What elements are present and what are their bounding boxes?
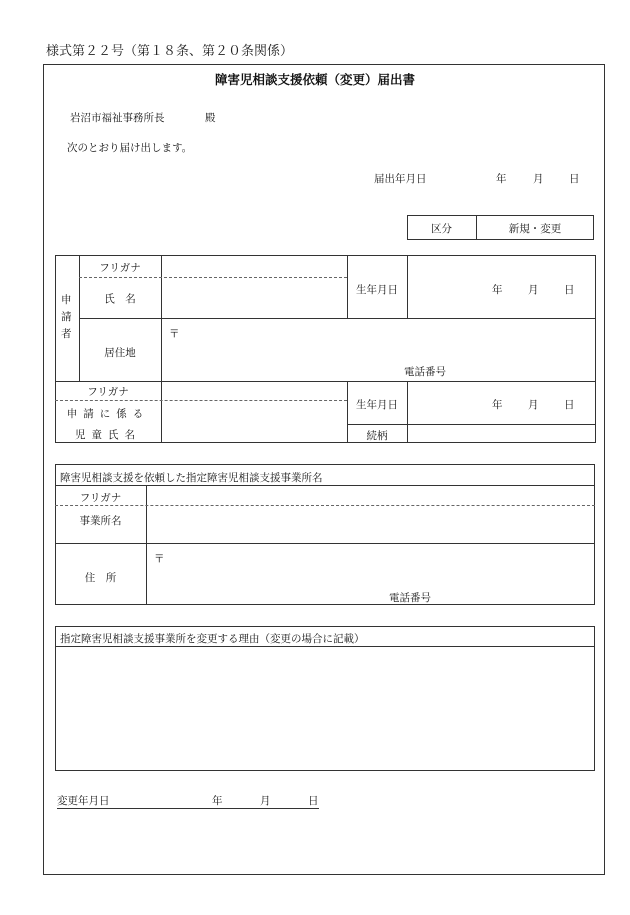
birth-col-line-4	[407, 381, 408, 443]
office-name-row-bottom	[55, 543, 595, 544]
office-furigana-divider	[55, 505, 595, 506]
classification-label: 区分	[431, 223, 452, 235]
honorific: 殿	[205, 112, 216, 124]
notification-month[interactable]: 月	[533, 173, 544, 185]
reason-text-area[interactable]	[56, 647, 594, 770]
child-birth-year[interactable]: 年	[492, 399, 503, 411]
child-birth-month[interactable]: 月	[528, 399, 539, 411]
office-header: 障害児相談支援を依頼した指定障害児相談支援事業所名	[60, 472, 323, 484]
applicant-name-label: 氏 名	[104, 293, 136, 305]
form-code: 様式第２２号（第１８条、第２０条関係）	[46, 44, 294, 59]
change-date-year[interactable]: 年	[212, 795, 223, 807]
office-name-label: 事業所名	[79, 515, 122, 527]
birth-col-line-2	[407, 255, 408, 318]
label-col-line	[161, 255, 162, 443]
applicant-section-label: 申請者	[61, 294, 72, 340]
notification-day[interactable]: 日	[569, 173, 580, 185]
applicant-birth-year[interactable]: 年	[492, 284, 503, 296]
relationship-label: 続柄	[366, 430, 388, 442]
form-title: 障害児相談支援依頼（変更）届出書	[214, 72, 415, 87]
child-furigana-label: フリガナ	[87, 386, 129, 398]
child-birth-day[interactable]: 日	[564, 399, 575, 411]
applicant-section-bottom	[55, 381, 596, 382]
applicant-furigana-label: フリガナ	[99, 262, 141, 274]
office-furigana-label: フリガナ	[79, 492, 122, 504]
applicant-birth-day[interactable]: 日	[564, 284, 575, 296]
applicant-birth-month[interactable]: 月	[528, 284, 539, 296]
notification-year[interactable]: 年	[496, 173, 507, 185]
child-furigana-divider	[55, 400, 347, 401]
name-row-bottom	[79, 318, 596, 319]
reason-header: 指定障害児相談支援事業所を変更する理由（変更の場合に記載）	[60, 633, 365, 645]
office-label-col-line	[146, 485, 147, 605]
classification-value[interactable]: 新規・変更	[508, 223, 562, 235]
applicant-birth-label: 生年月日	[356, 284, 398, 296]
office-postal-mark[interactable]: 〒	[154, 553, 165, 565]
change-date-day[interactable]: 日	[308, 795, 319, 807]
notification-date-label: 届出年月日	[374, 173, 427, 185]
applicant-address-label: 居住地	[104, 347, 136, 359]
applicant-phone-label: 電話番号	[404, 366, 446, 378]
intro-text: 次のとおり届け出します。	[67, 142, 193, 154]
change-date-underline	[57, 808, 319, 809]
child-name-label-line2: 児童氏名	[75, 429, 141, 441]
child-name-label-line1: 申請に係る	[66, 408, 150, 420]
child-birth-label: 生年月日	[356, 399, 398, 411]
relationship-row-top	[347, 424, 596, 425]
office-phone-label: 電話番号	[389, 592, 431, 604]
addressee: 岩沼市福祉事務所長	[70, 112, 165, 124]
office-address-label: 住 所	[84, 572, 117, 584]
applicant-postal-mark[interactable]: 〒	[169, 328, 180, 340]
office-header-bottom	[55, 485, 595, 486]
change-date-month[interactable]: 月	[260, 795, 271, 807]
furigana-divider	[79, 277, 347, 278]
change-date-label: 変更年月日	[57, 795, 110, 807]
